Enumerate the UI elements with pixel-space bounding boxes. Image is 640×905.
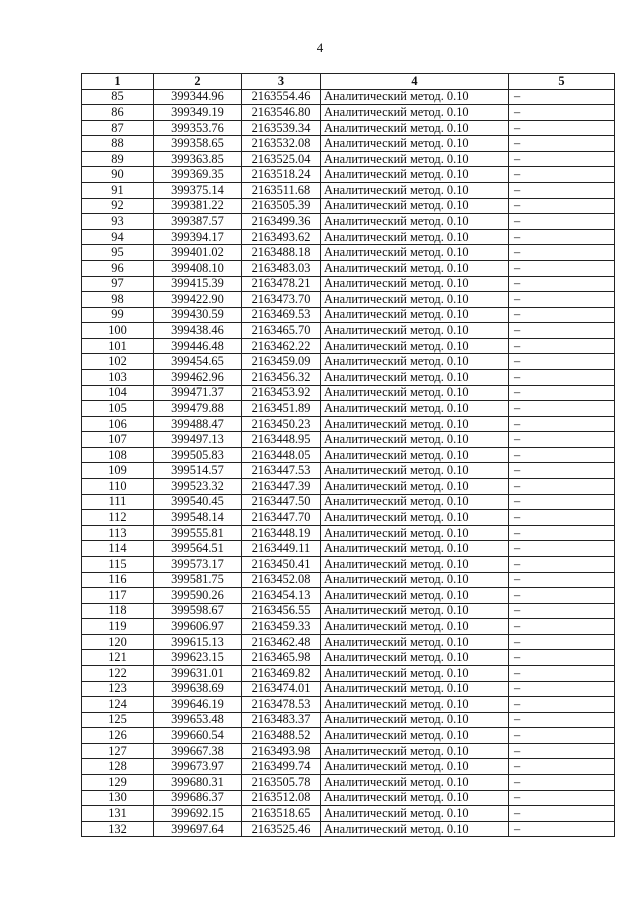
cell-method: Аналитический метод. 0.10 — [321, 151, 509, 167]
cell-x: 399590.26 — [154, 588, 242, 604]
cell-y: 2163450.23 — [242, 416, 321, 432]
cell-y: 2163539.34 — [242, 120, 321, 136]
cell-x: 399653.48 — [154, 712, 242, 728]
cell-note: – — [509, 712, 615, 728]
cell-y: 2163454.13 — [242, 588, 321, 604]
cell-point-number: 117 — [82, 588, 154, 604]
table-row — [82, 588, 615, 604]
cell-y: 2163456.32 — [242, 369, 321, 385]
cell-method: Аналитический метод. 0.10 — [321, 775, 509, 791]
cell-point-number: 86 — [82, 105, 154, 121]
cell-y: 2163554.46 — [242, 89, 321, 105]
cell-x: 399692.15 — [154, 806, 242, 822]
table-row — [82, 323, 615, 339]
cell-method: Аналитический метод. 0.10 — [321, 292, 509, 308]
cell-method: Аналитический метод. 0.10 — [321, 603, 509, 619]
table-row — [82, 416, 615, 432]
cell-note: – — [509, 681, 615, 697]
cell-x: 399422.90 — [154, 292, 242, 308]
cell-method: Аналитический метод. 0.10 — [321, 759, 509, 775]
cell-point-number: 91 — [82, 183, 154, 199]
cell-note: – — [509, 541, 615, 557]
table-row — [82, 681, 615, 697]
cell-method: Аналитический метод. 0.10 — [321, 229, 509, 245]
cell-point-number: 110 — [82, 479, 154, 495]
cell-x: 399514.57 — [154, 463, 242, 479]
cell-y: 2163448.05 — [242, 447, 321, 463]
cell-method: Аналитический метод. 0.10 — [321, 556, 509, 572]
cell-note: – — [509, 447, 615, 463]
cell-method: Аналитический метод. 0.10 — [321, 105, 509, 121]
table-row — [82, 229, 615, 245]
cell-point-number: 104 — [82, 385, 154, 401]
cell-point-number: 121 — [82, 650, 154, 666]
cell-x: 399615.13 — [154, 634, 242, 650]
cell-point-number: 93 — [82, 214, 154, 230]
cell-x: 399631.01 — [154, 665, 242, 681]
cell-y: 2163499.36 — [242, 214, 321, 230]
cell-note: – — [509, 790, 615, 806]
cell-y: 2163505.78 — [242, 775, 321, 791]
cell-point-number: 112 — [82, 510, 154, 526]
table-row — [82, 728, 615, 744]
cell-note: – — [509, 401, 615, 417]
cell-y: 2163469.53 — [242, 307, 321, 323]
cell-y: 2163488.18 — [242, 245, 321, 261]
cell-method: Аналитический метод. 0.10 — [321, 198, 509, 214]
cell-method: Аналитический метод. 0.10 — [321, 354, 509, 370]
cell-point-number: 114 — [82, 541, 154, 557]
cell-note: – — [509, 619, 615, 635]
cell-point-number: 96 — [82, 260, 154, 276]
table-row — [82, 556, 615, 572]
table-row — [82, 136, 615, 152]
cell-point-number: 100 — [82, 323, 154, 339]
cell-note: – — [509, 806, 615, 822]
cell-note: – — [509, 479, 615, 495]
cell-point-number: 102 — [82, 354, 154, 370]
table-row — [82, 821, 615, 837]
cell-x: 399523.32 — [154, 479, 242, 495]
table-row — [82, 697, 615, 713]
cell-note: – — [509, 105, 615, 121]
table-body — [82, 89, 615, 837]
cell-method: Аналитический метод. 0.10 — [321, 697, 509, 713]
cell-x: 399497.13 — [154, 432, 242, 448]
table-row — [82, 479, 615, 495]
cell-point-number: 119 — [82, 619, 154, 635]
cell-y: 2163449.11 — [242, 541, 321, 557]
cell-note: – — [509, 323, 615, 339]
column-header-point-number: 1 — [82, 74, 154, 90]
table-row — [82, 167, 615, 183]
cell-y: 2163518.65 — [242, 806, 321, 822]
cell-point-number: 115 — [82, 556, 154, 572]
table-row — [82, 806, 615, 822]
cell-point-number: 94 — [82, 229, 154, 245]
cell-y: 2163525.04 — [242, 151, 321, 167]
cell-y: 2163499.74 — [242, 759, 321, 775]
cell-point-number: 106 — [82, 416, 154, 432]
cell-method: Аналитический метод. 0.10 — [321, 369, 509, 385]
cell-method: Аналитический метод. 0.10 — [321, 136, 509, 152]
cell-y: 2163511.68 — [242, 183, 321, 199]
cell-x: 399606.97 — [154, 619, 242, 635]
cell-y: 2163447.39 — [242, 479, 321, 495]
cell-y: 2163452.08 — [242, 572, 321, 588]
cell-y: 2163512.08 — [242, 790, 321, 806]
table-row — [82, 572, 615, 588]
cell-x: 399353.76 — [154, 120, 242, 136]
cell-y: 2163483.37 — [242, 712, 321, 728]
cell-point-number: 128 — [82, 759, 154, 775]
cell-note: – — [509, 369, 615, 385]
cell-x: 399555.81 — [154, 525, 242, 541]
table-row — [82, 276, 615, 292]
table-row — [82, 447, 615, 463]
cell-x: 399408.10 — [154, 260, 242, 276]
table-row — [82, 790, 615, 806]
cell-method: Аналитический метод. 0.10 — [321, 681, 509, 697]
cell-y: 2163525.46 — [242, 821, 321, 837]
cell-method: Аналитический метод. 0.10 — [321, 214, 509, 230]
cell-point-number: 124 — [82, 697, 154, 713]
cell-x: 399401.02 — [154, 245, 242, 261]
cell-x: 399488.47 — [154, 416, 242, 432]
cell-note: – — [509, 136, 615, 152]
cell-point-number: 107 — [82, 432, 154, 448]
cell-method: Аналитический метод. 0.10 — [321, 120, 509, 136]
table-row — [82, 292, 615, 308]
cell-y: 2163505.39 — [242, 198, 321, 214]
table-row — [82, 151, 615, 167]
table-row — [82, 541, 615, 557]
cell-method: Аналитический метод. 0.10 — [321, 323, 509, 339]
cell-x: 399415.39 — [154, 276, 242, 292]
cell-point-number: 92 — [82, 198, 154, 214]
cell-note: – — [509, 556, 615, 572]
cell-x: 399394.17 — [154, 229, 242, 245]
cell-x: 399623.15 — [154, 650, 242, 666]
cell-point-number: 87 — [82, 120, 154, 136]
cell-x: 399375.14 — [154, 183, 242, 199]
cell-point-number: 130 — [82, 790, 154, 806]
cell-note: – — [509, 198, 615, 214]
cell-note: – — [509, 354, 615, 370]
cell-x: 399686.37 — [154, 790, 242, 806]
table-row — [82, 665, 615, 681]
table-row — [82, 603, 615, 619]
cell-point-number: 126 — [82, 728, 154, 744]
cell-method: Аналитический метод. 0.10 — [321, 572, 509, 588]
table-row — [82, 494, 615, 510]
cell-method: Аналитический метод. 0.10 — [321, 245, 509, 261]
cell-x: 399349.19 — [154, 105, 242, 121]
cell-point-number: 122 — [82, 665, 154, 681]
cell-point-number: 123 — [82, 681, 154, 697]
cell-point-number: 98 — [82, 292, 154, 308]
page-number: 4 — [316, 40, 324, 55]
table-row — [82, 89, 615, 105]
cell-y: 2163493.62 — [242, 229, 321, 245]
cell-note: – — [509, 307, 615, 323]
cell-note: – — [509, 338, 615, 354]
table-row — [82, 401, 615, 417]
cell-y: 2163546.80 — [242, 105, 321, 121]
cell-method: Аналитический метод. 0.10 — [321, 665, 509, 681]
cell-y: 2163465.70 — [242, 323, 321, 339]
cell-x: 399471.37 — [154, 385, 242, 401]
cell-point-number: 118 — [82, 603, 154, 619]
cell-point-number: 120 — [82, 634, 154, 650]
table-row — [82, 338, 615, 354]
cell-point-number: 129 — [82, 775, 154, 791]
cell-x: 399564.51 — [154, 541, 242, 557]
cell-note: – — [509, 510, 615, 526]
cell-point-number: 90 — [82, 167, 154, 183]
table-row — [82, 198, 615, 214]
cell-x: 399446.48 — [154, 338, 242, 354]
cell-x: 399369.35 — [154, 167, 242, 183]
cell-point-number: 109 — [82, 463, 154, 479]
cell-x: 399479.88 — [154, 401, 242, 417]
cell-y: 2163447.50 — [242, 494, 321, 510]
column-header-method: 4 — [321, 74, 509, 90]
cell-method: Аналитический метод. 0.10 — [321, 167, 509, 183]
cell-method: Аналитический метод. 0.10 — [321, 432, 509, 448]
cell-y: 2163488.52 — [242, 728, 321, 744]
cell-y: 2163450.41 — [242, 556, 321, 572]
cell-method: Аналитический метод. 0.10 — [321, 463, 509, 479]
cell-x: 399697.64 — [154, 821, 242, 837]
cell-method: Аналитический метод. 0.10 — [321, 743, 509, 759]
cell-note: – — [509, 650, 615, 666]
cell-note: – — [509, 167, 615, 183]
cell-x: 399638.69 — [154, 681, 242, 697]
cell-method: Аналитический метод. 0.10 — [321, 447, 509, 463]
cell-note: – — [509, 260, 615, 276]
table-row — [82, 245, 615, 261]
cell-point-number: 125 — [82, 712, 154, 728]
cell-y: 2163459.09 — [242, 354, 321, 370]
cell-x: 399381.22 — [154, 198, 242, 214]
cell-y: 2163532.08 — [242, 136, 321, 152]
cell-x: 399462.96 — [154, 369, 242, 385]
cell-note: – — [509, 728, 615, 744]
cell-x: 399548.14 — [154, 510, 242, 526]
cell-note: – — [509, 245, 615, 261]
cell-method: Аналитический метод. 0.10 — [321, 806, 509, 822]
cell-y: 2163483.03 — [242, 260, 321, 276]
cell-note: – — [509, 276, 615, 292]
cell-note: – — [509, 697, 615, 713]
cell-y: 2163447.53 — [242, 463, 321, 479]
table-row — [82, 183, 615, 199]
table-row — [82, 650, 615, 666]
cell-method: Аналитический метод. 0.10 — [321, 634, 509, 650]
cell-point-number: 111 — [82, 494, 154, 510]
cell-method: Аналитический метод. 0.10 — [321, 385, 509, 401]
cell-note: – — [509, 588, 615, 604]
cell-note: – — [509, 214, 615, 230]
cell-y: 2163456.55 — [242, 603, 321, 619]
cell-y: 2163447.70 — [242, 510, 321, 526]
cell-y: 2163469.82 — [242, 665, 321, 681]
cell-method: Аналитический метод. 0.10 — [321, 510, 509, 526]
cell-point-number: 99 — [82, 307, 154, 323]
cell-y: 2163462.48 — [242, 634, 321, 650]
cell-x: 399673.97 — [154, 759, 242, 775]
cell-note: – — [509, 743, 615, 759]
cell-point-number: 85 — [82, 89, 154, 105]
column-header-note: 5 — [509, 74, 615, 90]
cell-x: 399667.38 — [154, 743, 242, 759]
cell-point-number: 113 — [82, 525, 154, 541]
cell-method: Аналитический метод. 0.10 — [321, 338, 509, 354]
cell-point-number: 89 — [82, 151, 154, 167]
cell-point-number: 116 — [82, 572, 154, 588]
cell-x: 399358.65 — [154, 136, 242, 152]
cell-method: Аналитический метод. 0.10 — [321, 728, 509, 744]
cell-y: 2163462.22 — [242, 338, 321, 354]
coordinates-table — [81, 73, 615, 837]
table-row — [82, 260, 615, 276]
cell-y: 2163474.01 — [242, 681, 321, 697]
cell-x: 399454.65 — [154, 354, 242, 370]
cell-note: – — [509, 183, 615, 199]
cell-note: – — [509, 494, 615, 510]
cell-x: 399430.59 — [154, 307, 242, 323]
cell-method: Аналитический метод. 0.10 — [321, 89, 509, 105]
table-row — [82, 354, 615, 370]
cell-y: 2163473.70 — [242, 292, 321, 308]
cell-note: – — [509, 525, 615, 541]
table-row — [82, 743, 615, 759]
cell-note: – — [509, 292, 615, 308]
table-row — [82, 120, 615, 136]
table-header-row — [82, 74, 615, 90]
cell-point-number: 97 — [82, 276, 154, 292]
cell-method: Аналитический метод. 0.10 — [321, 276, 509, 292]
table-row — [82, 619, 615, 635]
table-row — [82, 775, 615, 791]
cell-note: – — [509, 821, 615, 837]
cell-point-number: 132 — [82, 821, 154, 837]
column-header-x: 2 — [154, 74, 242, 90]
cell-x: 399505.83 — [154, 447, 242, 463]
cell-note: – — [509, 416, 615, 432]
cell-method: Аналитический метод. 0.10 — [321, 479, 509, 495]
cell-method: Аналитический метод. 0.10 — [321, 260, 509, 276]
cell-method: Аналитический метод. 0.10 — [321, 650, 509, 666]
table-row — [82, 634, 615, 650]
cell-note: – — [509, 463, 615, 479]
cell-method: Аналитический метод. 0.10 — [321, 525, 509, 541]
cell-method: Аналитический метод. 0.10 — [321, 494, 509, 510]
table-row — [82, 463, 615, 479]
cell-method: Аналитический метод. 0.10 — [321, 183, 509, 199]
cell-method: Аналитический метод. 0.10 — [321, 401, 509, 417]
cell-y: 2163518.24 — [242, 167, 321, 183]
cell-method: Аналитический метод. 0.10 — [321, 588, 509, 604]
table-row — [82, 105, 615, 121]
cell-method: Аналитический метод. 0.10 — [321, 821, 509, 837]
table-row — [82, 214, 615, 230]
cell-y: 2163478.53 — [242, 697, 321, 713]
cell-x: 399438.46 — [154, 323, 242, 339]
cell-note: – — [509, 385, 615, 401]
table-row — [82, 759, 615, 775]
cell-method: Аналитический метод. 0.10 — [321, 307, 509, 323]
cell-note: – — [509, 229, 615, 245]
cell-note: – — [509, 151, 615, 167]
cell-note: – — [509, 89, 615, 105]
cell-x: 399573.17 — [154, 556, 242, 572]
cell-point-number: 105 — [82, 401, 154, 417]
cell-y: 2163459.33 — [242, 619, 321, 635]
cell-note: – — [509, 759, 615, 775]
cell-x: 399344.96 — [154, 89, 242, 105]
cell-point-number: 127 — [82, 743, 154, 759]
cell-note: – — [509, 603, 615, 619]
cell-x: 399581.75 — [154, 572, 242, 588]
cell-y: 2163493.98 — [242, 743, 321, 759]
table-row — [82, 307, 615, 323]
cell-x: 399540.45 — [154, 494, 242, 510]
cell-y: 2163448.19 — [242, 525, 321, 541]
cell-y: 2163451.89 — [242, 401, 321, 417]
cell-note: – — [509, 634, 615, 650]
cell-note: – — [509, 432, 615, 448]
cell-method: Аналитический метод. 0.10 — [321, 712, 509, 728]
cell-method: Аналитический метод. 0.10 — [321, 619, 509, 635]
cell-y: 2163448.95 — [242, 432, 321, 448]
cell-x: 399598.67 — [154, 603, 242, 619]
cell-y: 2163478.21 — [242, 276, 321, 292]
cell-x: 399646.19 — [154, 697, 242, 713]
cell-y: 2163465.98 — [242, 650, 321, 666]
cell-method: Аналитический метод. 0.10 — [321, 790, 509, 806]
table-row — [82, 385, 615, 401]
cell-note: – — [509, 775, 615, 791]
table-row — [82, 510, 615, 526]
cell-method: Аналитический метод. 0.10 — [321, 416, 509, 432]
cell-point-number: 88 — [82, 136, 154, 152]
cell-y: 2163453.92 — [242, 385, 321, 401]
cell-point-number: 103 — [82, 369, 154, 385]
cell-point-number: 101 — [82, 338, 154, 354]
cell-x: 399680.31 — [154, 775, 242, 791]
table-row — [82, 369, 615, 385]
table-row — [82, 712, 615, 728]
cell-x: 399387.57 — [154, 214, 242, 230]
cell-note: – — [509, 120, 615, 136]
cell-x: 399660.54 — [154, 728, 242, 744]
table-row — [82, 525, 615, 541]
cell-point-number: 95 — [82, 245, 154, 261]
column-header-y: 3 — [242, 74, 321, 90]
cell-note: – — [509, 572, 615, 588]
cell-x: 399363.85 — [154, 151, 242, 167]
cell-method: Аналитический метод. 0.10 — [321, 541, 509, 557]
cell-point-number: 108 — [82, 447, 154, 463]
table-row — [82, 432, 615, 448]
cell-point-number: 131 — [82, 806, 154, 822]
cell-note: – — [509, 665, 615, 681]
